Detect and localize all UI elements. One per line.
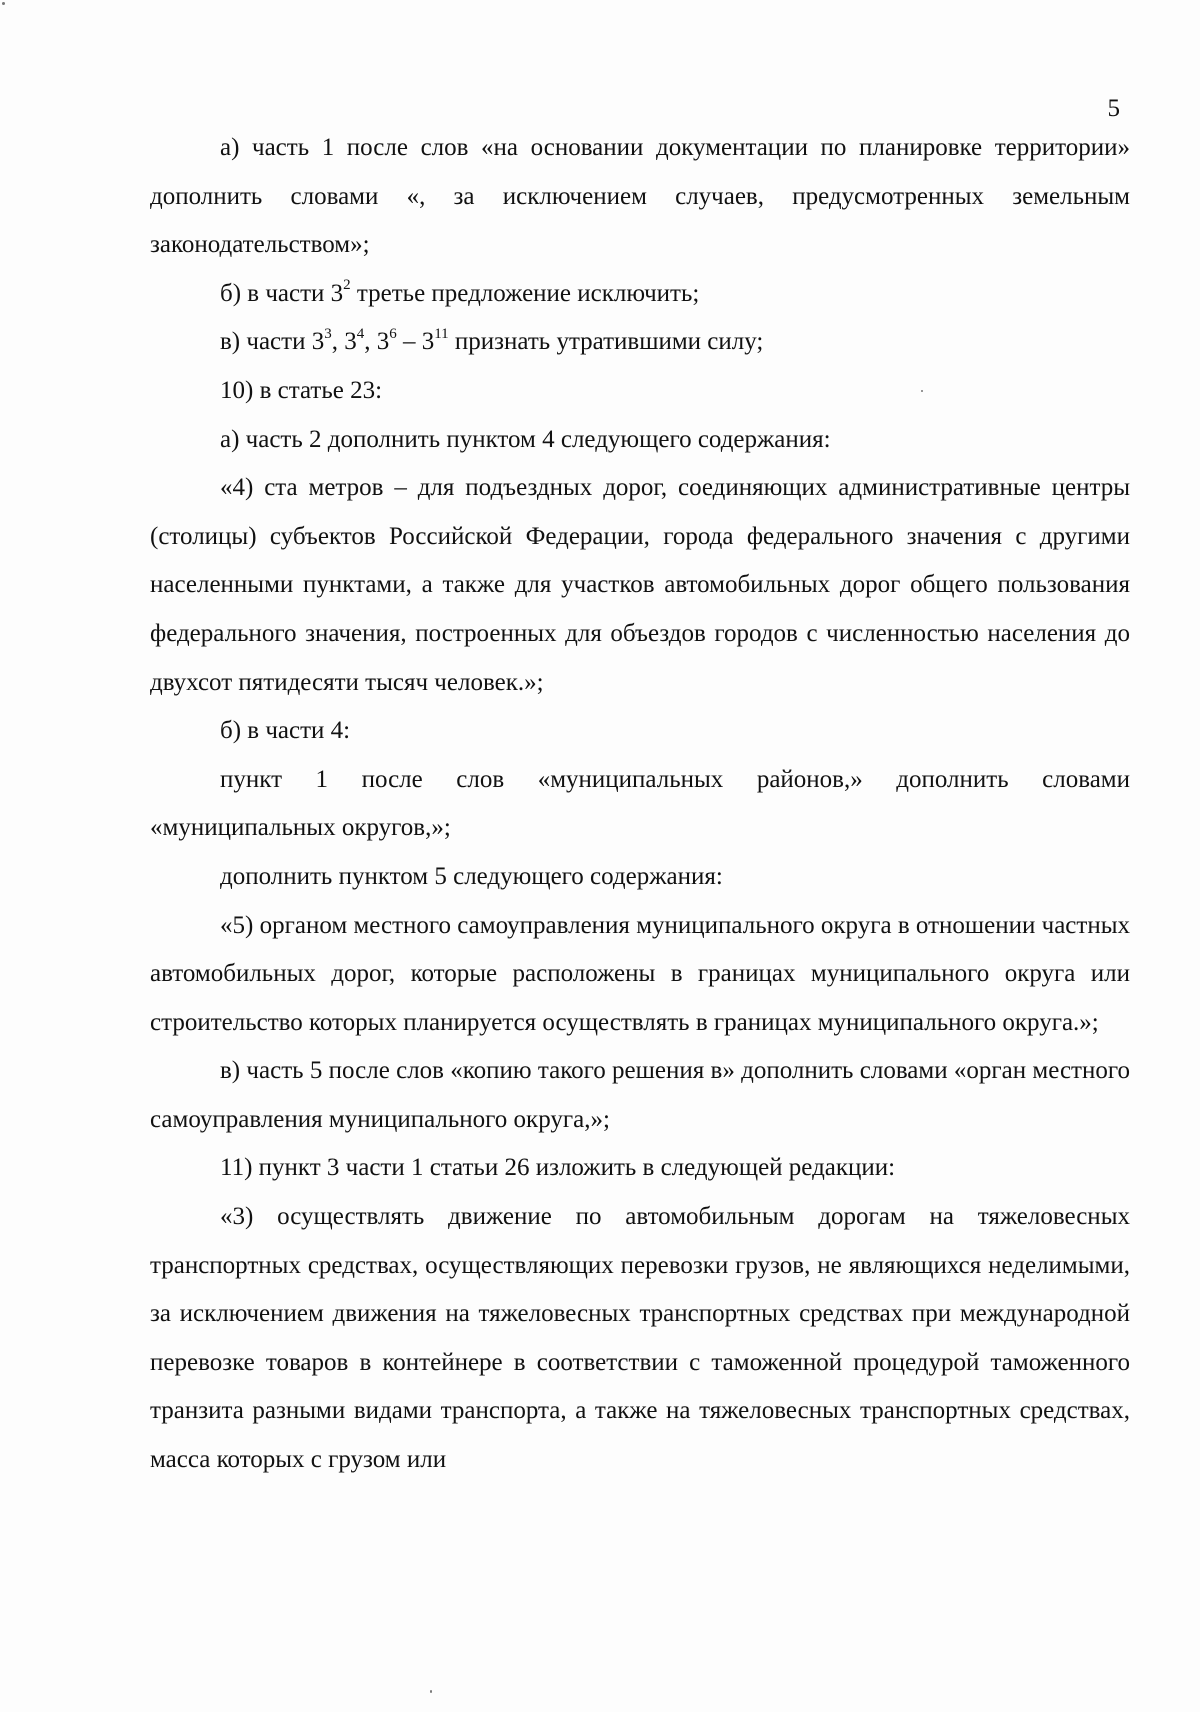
scan-speck	[921, 390, 923, 392]
text-run: , 3	[331, 328, 357, 356]
paragraph: «4) ста метров – для подъездных дорог, соединяющих административные центры (столицы) субъектов Российской Федерации, города федерального значения с другими населенными пунктами, а также для участков автомобильных дорог общего пользования федерального значения, построенных для объездов городов с численностью населения до двухсот пятидесяти тысяч человек.»;	[150, 474, 1130, 696]
text-run: – 3	[396, 328, 435, 356]
superscript: 3	[324, 326, 332, 343]
paragraph: б) в части 4:	[220, 717, 351, 745]
paragraph: «5) органом местного самоуправления муниципального округа в отношении частных автомобильных дорог, которые расположены в границах муниципального округа или строительство которых планируется осуществлять в границах муниципального округа.»;	[150, 911, 1130, 1036]
paragraph	[150, 318, 1130, 367]
scan-speck	[430, 1690, 432, 1693]
paragraph: дополнить пунктом 5 следующего содержания:	[220, 862, 723, 890]
paragraph	[150, 270, 1130, 319]
superscript: 6	[389, 326, 397, 343]
superscript: 11	[434, 326, 449, 343]
paragraph: пункт 1 после слов «муниципальных районов,» дополнить словами «муниципальных округов,»;	[150, 765, 1130, 842]
paragraph: в) часть 5 после слов «копию такого решения в» дополнить словами «орган местного самоуправления муниципального округа,»;	[150, 1057, 1130, 1133]
text-run: б) в части 3	[220, 279, 344, 307]
paragraph: 10) в статье 23:	[220, 376, 383, 404]
text-run: третье предложение исключить;	[350, 279, 700, 307]
paragraph: а) часть 1 после слов «на основании документации по планировке территории» дополнить словами «, за исключением случаев, предусмотренных земельным законодательством»;	[150, 134, 1130, 259]
paragraph: 11) пункт 3 части 1 статьи 26 изложить в следующей редакции:	[220, 1154, 896, 1182]
document-body	[150, 124, 1130, 1485]
superscript: 2	[343, 277, 351, 294]
scan-speck	[2, 2, 5, 5]
text-run: признать утратившими силу;	[448, 328, 764, 356]
paragraph: а) часть 2 дополнить пунктом 4 следующего содержания:	[220, 425, 831, 453]
paragraph: «3) осуществлять движение по автомобильным дорогам на тяжеловесных транспортных средствах, осуществляющих перевозки грузов, не являющихся неделимыми, за исключением движения на тяжеловесных транспортных средствах при международной перевозке товаров в контейнере в соответствии с таможенной процедурой таможенного транзита разными видами транспорта, а также на тяжеловесных транспортных средствах, масса которых с грузом или	[150, 1203, 1130, 1474]
text-run: , 3	[364, 328, 390, 356]
text-run: в) части 3	[220, 328, 325, 356]
superscript: 4	[356, 326, 365, 343]
page-number: 5	[1107, 95, 1120, 122]
